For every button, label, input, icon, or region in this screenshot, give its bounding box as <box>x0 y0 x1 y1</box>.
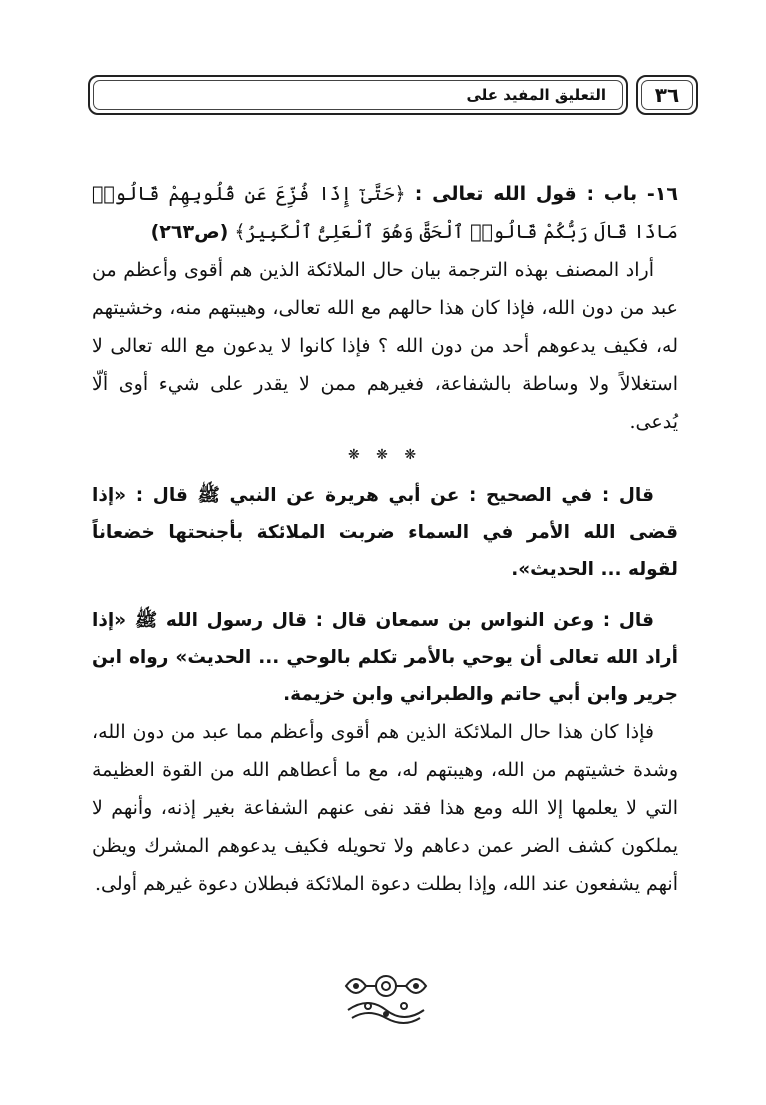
header-title-box <box>88 75 628 115</box>
heading-verse: ﴿حَتَّىٰٓ إِذَا فُزِّعَ عَن قُلُوبِهِمْ قَالُوا۟ مَاذَا قَالَ رَبُّكُمْ قَالُوا۟ ٱلْحَقَّ وَهُوَ ٱلْعَلِىُّ ٱلْكَبِيرُ﴾ <box>92 183 678 243</box>
quote-1: قال : في الصحيح : عن أبي هريرة عن النبي ﷺ قال : «إذا قضى الله الأمر في السماء ضربت الملائكة بأجنحتها خضعاناً لقوله ... الحديث». <box>92 485 678 580</box>
page-content <box>92 175 678 903</box>
header-page-box <box>636 75 698 115</box>
heading-page-ref: (ص٢٦٣) <box>150 221 229 243</box>
heading-lead: ١٦- باب : قول الله تعالى : <box>414 183 678 205</box>
paragraph-1: أراد المصنف بهذه الترجمة بيان حال الملائكة الذين هم أقوى وأعظم من عبد من دون الله، فإذا كان هذا حالهم مع الله تعالى، وهيبتهم منه، وخشيتهم له، فكيف يدعوهم أحد من دون الله ؟ فإذا كانوا لا يدعون مع الله تعالى لا استغلالاً ولا وساطة بالشفاعة، فغيرهم ممن لا يقدر على شيء أوى ألّا يُدعى. <box>92 259 678 433</box>
page-header <box>88 75 698 117</box>
paragraph-2: فإذا كان هذا حال الملائكة الذين هم أقوى وأعظم مما عبد من دون الله، وشدة خشيتهم من الله، وهيبتهم له، مع ما أعطاهم الله من القوة العظيمة التي لا يعلمها إلا الله ومع هذا فقد نفى عنهم الشفاعة بغير إذنه، وأنهم لا يملكون كشف الضر عمن دعاهم ولا تحويله فكيف يدعوهم المشرك ويظن أنهم يشفعون عند الله، وإذا بطلت دعوة الملائكة فبطلان دعوة غيرهم أولى. <box>92 721 678 895</box>
section-heading <box>92 175 678 251</box>
floral-ornament-icon <box>338 966 434 1028</box>
page-number: ٣٦ <box>654 83 680 107</box>
book-title: التعليق المفيد على <box>466 86 606 104</box>
quote-2: قال : وعن النواس بن سمعان قال : قال رسول الله ﷺ «إذا أراد الله تعالى أن يوحي بالأمر تكلم بالوحي ... الحديث» رواه ابن جرير وابن أبي حاتم والطبراني وابن خزيمة. <box>92 610 678 705</box>
separator-stars: ❋ ❋ ❋ <box>347 447 423 463</box>
spacer <box>92 588 678 602</box>
